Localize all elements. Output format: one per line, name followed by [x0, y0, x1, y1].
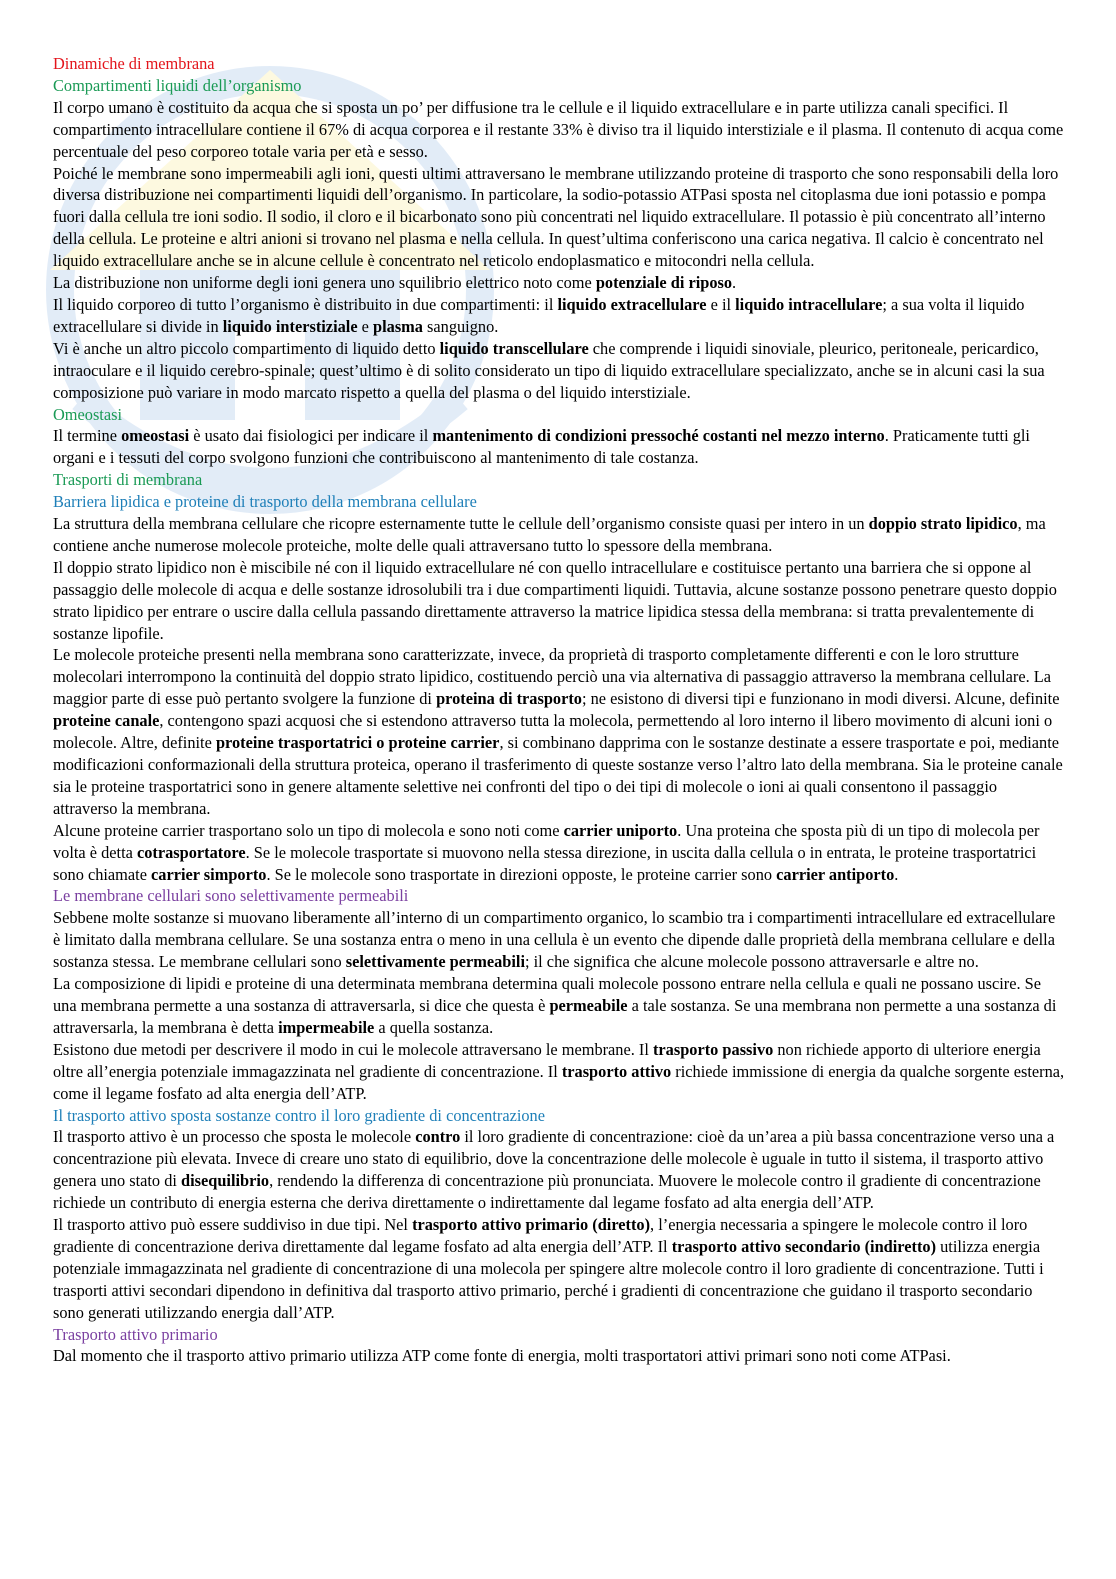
text-run: Vi è anche un altro piccolo compartimento di liquido detto: [53, 338, 440, 358]
bold-term: potenziale di riposo: [595, 273, 733, 293]
paragraph: [53, 294, 1065, 338]
section-heading: Le membrane cellulari sono selettivamente permeabili: [53, 886, 409, 906]
text-run: ; ne esistono di diversi tipi e funzionano in modi diversi. Alcune, definite: [581, 689, 1060, 709]
text-run: e il: [706, 294, 736, 314]
bold-term: permeabile: [549, 995, 628, 1015]
bold-term: omeostasi: [121, 426, 190, 446]
bold-term: impermeabile: [278, 1017, 375, 1037]
text-run: che comprende i liquidi sinoviale, pleurico, peritoneale, pericardico, intraoculare e il liquido cerebro-spinale; quest’ultimo è di solito considerato un tipo di liquido extracellulare specializzato, anche se in alcuni casi la sua composizione può variare in modo marcato rispetto a quella del plasma o del liquido interstiziale.: [53, 338, 1045, 402]
bold-term: mantenimento di condizioni pressoché costanti nel mezzo interno: [432, 426, 885, 446]
text-run: non richiede apporto di ulteriore energia oltre all’energia potenziale immagazzinata nel gradiente di concentrazione. Il: [53, 1039, 1041, 1081]
paragraph: [53, 163, 1065, 273]
text-run: ; il che significa che alcune molecole possono attraversarle e altre no.: [525, 952, 979, 972]
bold-term: trasporto attivo primario (diretto): [412, 1215, 651, 1235]
paragraph: [53, 425, 1065, 469]
text-run: , rendendo la differenza di concentrazione più pronunciata. Muovere le molecole contro il gradiente di concentrazione richiede un contributo di energia esterna che deriva direttamente o indirettamente dal legame fosfato ad alta energia dell’ATP.: [53, 1171, 1041, 1213]
text-run: .: [894, 864, 899, 884]
paragraph: [53, 338, 1065, 404]
text-run: ; a sua volta il liquido extracellulare si divide in: [53, 294, 1025, 336]
text-run: Il trasporto attivo è un processo che sposta le molecole: [53, 1127, 416, 1147]
text-run: Il doppio strato lipidico non è miscibile né con il liquido extracellulare né con quello intracellulare e costituisce pertanto una barriera che si oppone al passaggio delle molecole di acqua e delle sostanze idrosolubili tra i due compartimenti liquidi. Tuttavia, alcune sostanze possono penetrare questo doppio strato lipidico per entrare o uscire dalla cellula passando direttamente attraverso la matrice lipidica stessa della membrana: si tratta prevalentemente di sostanze lipofile.: [53, 557, 1057, 643]
text-run: Le molecole proteiche presenti nella membrana sono caratterizzate, invece, da proprietà di trasporto completamente differenti e con le loro strutture molecolari interrompono la continuità del doppio strato lipidico, costituendo perciò una via alternativa di passaggio attraverso la membrana cellulare. La maggior parte di esse può pertanto svolgere la funzione di: [53, 645, 1051, 709]
section-heading: Compartimenti liquidi dell’organismo: [53, 75, 302, 95]
paragraph: [53, 820, 1065, 886]
section-heading: Barriera lipidica e proteine di trasporto della membrana cellulare: [53, 492, 477, 512]
bold-term: trasporto passivo: [652, 1039, 774, 1059]
bold-term: liquido extracellulare: [557, 294, 707, 314]
paragraph: [53, 557, 1065, 645]
bold-term: proteine trasportatrici o proteine carrier: [215, 733, 500, 753]
bold-term: liquido transcellulare: [439, 338, 589, 358]
section-heading: Trasporto attivo primario: [53, 1324, 218, 1344]
text-run: , si combinano dapprima con le sostanze destinate a essere trasportate e poi, mediante modificazioni conformazionali della struttura proteica, operano il trasferimento di queste sostanze verso l’altro lato della membrana. Sia le proteine canale sia le proteine trasportatrici sono in genere altamente selettive nei confronti del tipo o dei tipi di molecole o ioni ai quali consentono il passaggio attraverso la membrana.: [53, 733, 1063, 818]
paragraph: [53, 1345, 1065, 1367]
document-page: [53, 53, 1065, 1367]
paragraph: [53, 644, 1065, 819]
text-run: è usato dai fisiologici per indicare il: [189, 426, 433, 446]
text-run: , l’energia necessaria a spingere le molecole contro il loro gradiente di concentrazione deriva direttamente dal legame fosfato ad alta energia dell’ATP. Il: [53, 1215, 1028, 1256]
bold-term: doppio strato lipidico: [868, 514, 1018, 534]
text-run: , ma contiene anche numerose molecole proteiche, molte delle quali attraversano tutto lo spessore della membrana.: [53, 514, 1046, 555]
paragraph: [53, 272, 1065, 294]
text-run: Esistono due metodi per descrivere il modo in cui le molecole attraversano le membrane. Il: [53, 1039, 653, 1059]
paragraph: [53, 97, 1065, 163]
bold-term: liquido interstiziale: [222, 316, 358, 336]
bold-term: proteina di trasporto: [436, 689, 582, 709]
text-run: . Una proteina che sposta più di un tipo di molecola per volta è detta: [53, 820, 1040, 862]
text-run: il loro gradiente di concentrazione: cioè da un’area a più bassa concentrazione verso una a concentrazione più elevata. Invece di creare uno stato di equilibrio, dove la concentrazione delle molecole è uguale in tutto il sistema, il trasporto attivo genera uno stato di: [53, 1127, 1055, 1191]
text-run: sanguigno.: [422, 316, 499, 336]
section-heading: Trasporti di membrana: [53, 470, 203, 490]
text-run: Il liquido corporeo di tutto l’organismo è distribuito in due compartimenti: il: [53, 294, 558, 314]
text-run: La struttura della membrana cellulare che ricopre esternamente tutte le cellule dell’organismo consiste quasi per intero in un: [53, 514, 869, 534]
paragraph: [53, 907, 1065, 973]
text-run: .: [732, 273, 737, 293]
text-run: a tale sostanza. Se una membrana non permette a una sostanza di attraversarla, la membrana è detta: [53, 995, 1057, 1037]
bold-term: trasporto attivo: [561, 1061, 672, 1081]
text-run: La composizione di lipidi e proteine di una determinata membrana determina quali molecole possono entrare nella cellula e quali ne possano uscire. Se una membrana permette a una sostanza di attraversarla, si dice che questa è: [53, 974, 1042, 1015]
paragraph: [53, 1126, 1065, 1214]
text-run: utilizza energia potenziale immagazzinata nel gradiente di concentrazione di una molecola per spingere altre molecole contro il loro gradiente di concentrazione. Tutti i trasporti attivi secondari dipendono in definitiva dal trasporto attivo primario, perché i gradienti di concentrazione che guidano il trasporto secondario sono generati utilizzando energia dall’ATP.: [53, 1236, 1044, 1322]
bold-term: trasporto attivo secondario (indiretto): [671, 1236, 937, 1256]
section-heading: Il trasporto attivo sposta sostanze contro il loro gradiente di concentrazione: [53, 1105, 545, 1125]
text-run: . Se le molecole sono trasportate in direzioni opposte, le proteine carrier sono: [266, 864, 777, 884]
bold-term: carrier antiporto: [776, 864, 895, 884]
text-run: La distribuzione non uniforme degli ioni genera uno squilibrio elettrico noto come: [53, 273, 596, 293]
bold-term: cotrasportatore: [136, 842, 246, 862]
text-run: richiede immissione di energia da qualche sorgente esterna, come il legame fosfato ad alta energia dell’ATP.: [53, 1061, 1065, 1103]
text-run: Il trasporto attivo può essere suddiviso in due tipi. Nel: [53, 1215, 413, 1235]
bold-term: selettivamente permeabili: [345, 952, 526, 972]
text-run: . Praticamente tutti gli organi e i tessuti del corpo svolgono funzioni che contribuiscono al mantenimento di tale costanza.: [53, 426, 1030, 468]
text-run: , contengono spazi acquosi che si estendono attraverso tutta la molecola, permettendo al loro interno il libero movimento di alcuni ioni o molecole. Altre, definite: [53, 711, 1053, 753]
bold-term: disequilibrio: [181, 1171, 270, 1191]
text-run: e: [357, 316, 374, 336]
bold-term: proteine canale: [53, 711, 160, 731]
bold-term: liquido intracellulare: [735, 294, 883, 314]
section-heading: Omeostasi: [53, 404, 122, 424]
text-run: Alcune proteine carrier trasportano solo un tipo di molecola e sono noti come: [53, 820, 564, 840]
paragraph: [53, 1214, 1065, 1324]
text-run: Poiché le membrane sono impermeabili agli ioni, questi ultimi attraversano le membrane utilizzando proteine di trasporto che sono responsabili della loro diversa distribuzione nei compartimenti liquidi dell’organismo. In particolare, la sodio-potassio ATPasi sposta nel citoplasma due ioni potassio e pompa fuori dalla cellula tre ioni sodio. Il sodio, il cloro e il bicarbonato sono più concentrati nel liquido extracellulare. Il potassio è più concentrato all’interno della cellula. Le proteine e altri anioni si trovano nel plasma e nella cellula. In quest’ultima conferiscono una carica negativa. Il calcio è concentrato nel liquido extracellulare anche se in alcune cellule è concentrato nel reticolo endoplasmatico e mitocondri nella cellula.: [53, 163, 1059, 271]
bold-term: carrier simporto: [151, 864, 267, 884]
document-body: [53, 75, 1065, 1367]
bold-term: contro: [415, 1127, 461, 1147]
paragraph: [53, 973, 1065, 1039]
document-title: Dinamiche di membrana: [53, 54, 215, 73]
text-run: Il termine: [53, 426, 122, 446]
text-run: . Se le molecole trasportate si muovono nella stessa direzione, in uscita dalla cellula o in entrata, le proteine trasportatrici sono chiamate: [53, 842, 1037, 884]
paragraph: [53, 1039, 1065, 1105]
text-run: Dal momento che il trasporto attivo primario utilizza ATP come fonte di energia, molti trasportatori attivi primari sono noti come ATPasi.: [53, 1346, 951, 1366]
bold-term: plasma: [373, 316, 423, 336]
bold-term: carrier uniporto: [563, 820, 678, 840]
text-run: Sebbene molte sostanze si muovano liberamente all’interno di un compartimento organico, lo scambio tra i compartimenti intracellulare ed extracellulare è limitato dalla membrana cellulare. Se una sostanza entra o meno in una cellula è un evento che dipende dalle proprietà della membrana cellulare e della sostanza stessa. Le membrane cellulari sono: [53, 908, 1056, 972]
text-run: Il corpo umano è costituito da acqua che si sposta un po’ per diffusione tra le cellule e il liquido extracellulare e in parte utilizza canali specifici. Il compartimento intracellulare contiene il 67% di acqua corporea e il restante 33% è diviso tra il liquido interstiziale e il plasma. Il contenuto di acqua come percentuale del peso corporeo totale varia per età e sesso.: [53, 97, 1064, 161]
text-run: a quella sostanza.: [374, 1017, 494, 1037]
paragraph: [53, 513, 1065, 557]
